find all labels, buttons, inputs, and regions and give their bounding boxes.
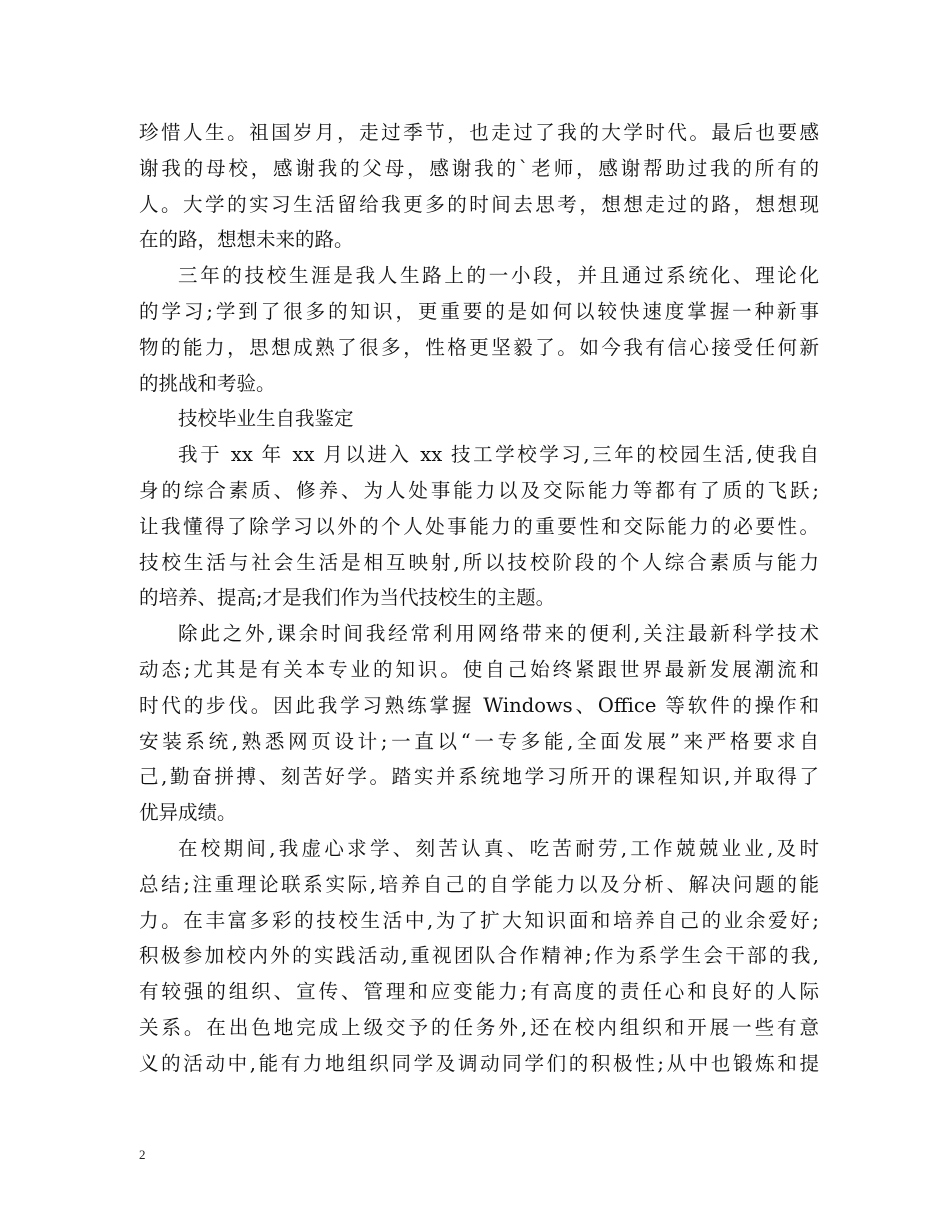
text-line: 义的活动中,能有力地组织同学及调动同学们的积极性;从中也锻炼和提 xyxy=(139,1051,819,1075)
text-line: 除此之外,课余时间我经常利用网络带来的便利,关注最新科学技术 xyxy=(178,622,819,646)
page-number: 2 xyxy=(139,1147,146,1162)
text-line: 身的综合素质、修养、为人处事能力以及交际能力等都有了质的飞跃; xyxy=(139,478,819,502)
text-line: 有较强的组织、宣传、管理和应变能力;有高度的责任心和良好的人际 xyxy=(139,980,819,1004)
text-line: 技校生活与社会生活是相互映射,所以技校阶段的个人综合素质与能力 xyxy=(139,550,819,574)
text-line: 关系。在出色地完成上级交予的任务外,还在校内组织和开展一些有意 xyxy=(139,1015,819,1039)
text-line: 积极参加校内外的实践活动,重视团队合作精神;作为系学生会干部的我, xyxy=(139,944,819,968)
text-line: 让我懂得了除学习以外的个人处事能力的重要性和交际能力的必要性。 xyxy=(139,514,819,538)
text-line: 技校毕业生自我鉴定 xyxy=(178,407,354,431)
text-line: 在的路，想想未来的路。 xyxy=(139,228,354,252)
text-line: 人。大学的实习生活留给我更多的时间去思考，想想走过的路，想想现 xyxy=(139,192,819,216)
text-line: 时代的步伐。因此我学习熟练掌握 Windows、Office 等软件的操作和 xyxy=(139,693,819,717)
text-line: 的学习;学到了很多的知识，更重要的是如何以较快速度掌握一种新事 xyxy=(139,299,819,323)
text-line: 总结;注重理论联系实际,培养自己的自学能力以及分析、解决问题的能 xyxy=(139,872,819,896)
text-line: 珍惜人生。祖国岁月，走过季节，也走过了我的大学时代。最后也要感 xyxy=(139,121,819,144)
text-line: 安装系统,熟悉网页设计;一直以“一专多能,全面发展”来严格要求自 xyxy=(139,729,819,753)
document-body xyxy=(139,115,819,1082)
text-line: 在校期间,我虚心求学、刻苦认真、吃苦耐劳,工作兢兢业业,及时 xyxy=(178,836,819,860)
text-line: 优异成绩。 xyxy=(139,801,237,825)
text-line: 己,勤奋拼搏、刻苦好学。踏实并系统地学习所开的课程知识,并取得了 xyxy=(139,765,819,789)
text-line: 谢我的母校，感谢我的父母，感谢我的`老师，感谢帮助过我的所有的 xyxy=(139,156,819,180)
text-line: 力。在丰富多彩的技校生活中,为了扩大知识面和培养自己的业余爱好; xyxy=(139,908,819,932)
text-line: 物的能力，思想成熟了很多，性格更坚毅了。如今我有信心接受任何新 xyxy=(139,335,819,359)
text-line: 动态;尤其是有关本专业的知识。使自己始终紧跟世界最新发展潮流和 xyxy=(139,657,819,681)
text-line: 的挑战和考验。 xyxy=(139,371,276,395)
text-line: 的培养、提高;才是我们作为当代技校生的主题。 xyxy=(139,586,556,610)
text-line: 我于 xx 年 xx 月以进入 xx 技工学校学习,三年的校园生活,使我自 xyxy=(178,443,819,467)
text-line: 三年的技校生涯是我人生路上的一小段，并且通过系统化、理论化 xyxy=(178,264,819,288)
